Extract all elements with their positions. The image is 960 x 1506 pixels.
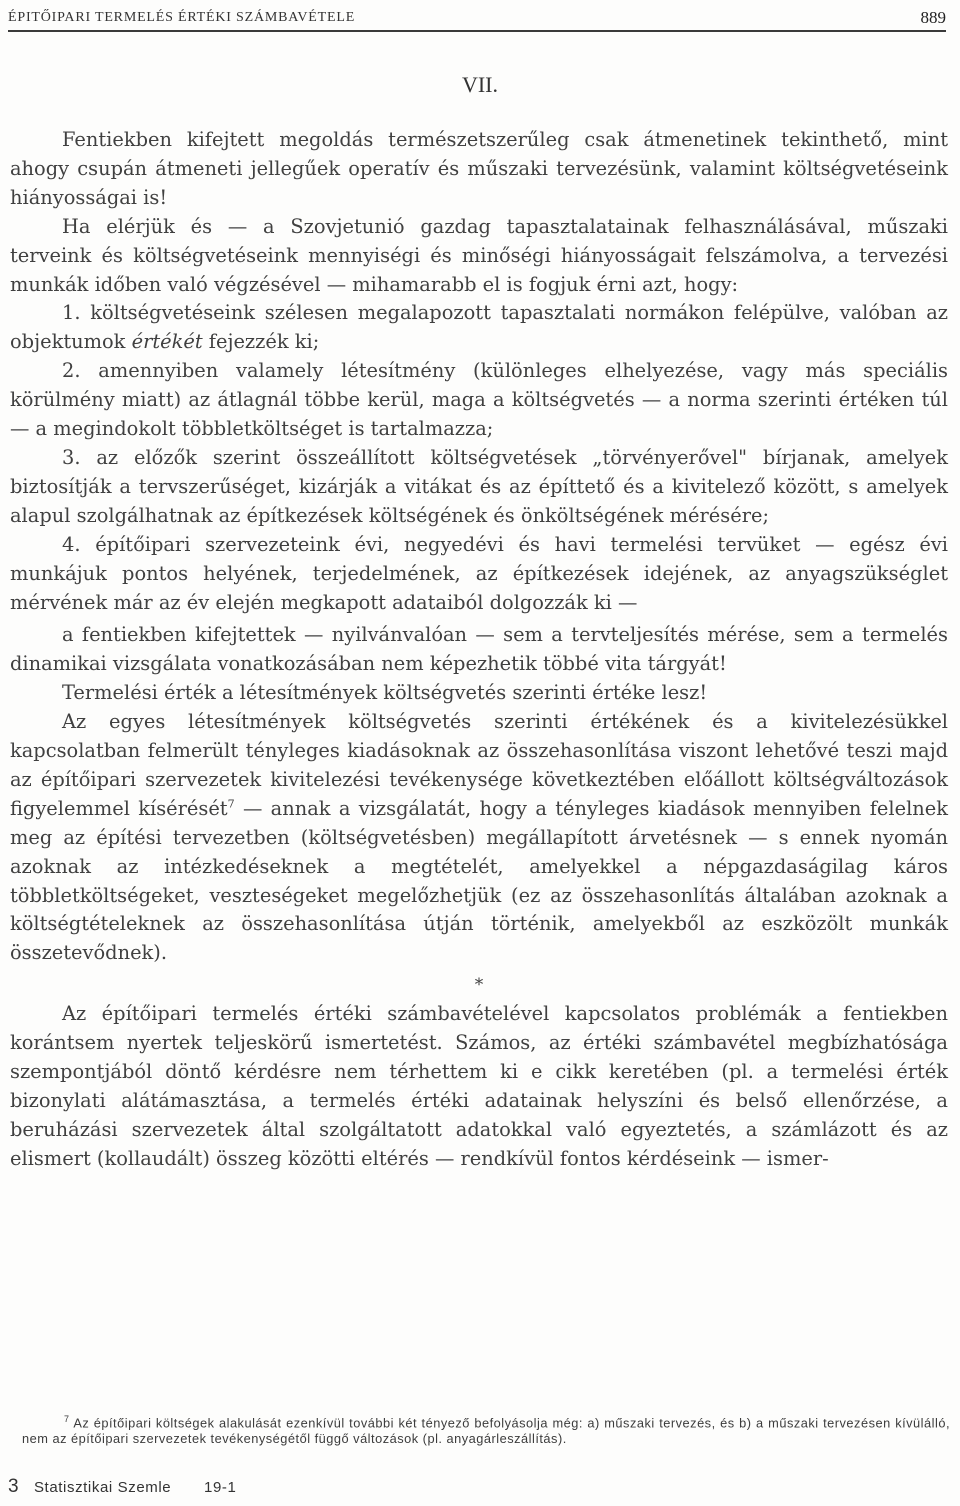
paragraph-intro: Fentiekben kifejtett megoldás természetszerűleg csak átmenetinek tekinthető, mint ahogy csupán átmeneti jellegűek operatív és műszaki tervezésünk, valamint költségvetéseink hiányosságai is! — [10, 128, 948, 209]
footnote-text: Az építőipari költségek alakulását ezenkívül további két tényező befolyásolja még: a) műszaki tervezés, és b) a műszaki tervezésen kívülálló, nem az építőipari szervezetek tevékenységétől függő változások (pl. anyagárleszállítás). — [22, 1415, 950, 1447]
footnote — [22, 1411, 950, 1448]
list-item-number: 2. — [62, 359, 81, 383]
footnote-reference: 7 — [227, 797, 235, 811]
list-item-text: amennyiben valamely létesítmény (különleges elhelyezése, vagy más speciális körülmény miatt) az átlagnál többe kerül, maga a költségvetés — a norma szerinti értéken túl — a megindokolt többletköltséget is tartalmazza; — [10, 359, 948, 441]
section-heading: VII. — [461, 72, 499, 97]
running-title: ÉPITŐIPARI TERMELÉS ÉRTÉKI SZÁMBAVÉTELE — [8, 10, 356, 25]
footnote-mark: 7 — [64, 1414, 70, 1424]
section-separator: * — [474, 975, 484, 996]
paragraph-thesis: Termelési érték a létesítmények költségvetés szerinti értéke lesz! — [62, 681, 708, 705]
sheet-code: 19-1 — [204, 1479, 237, 1496]
journal-name: Statisztikai Szemle — [33, 1479, 172, 1496]
list-item-2 — [10, 357, 948, 444]
paragraph-text: Az egyes létesítmények költségvetés szerinti értékének és a kivitelezésükkel kapcsolatban felmerült tényleges kiadásoknak az összehasonlítása viszont lehetővé teszi majd az építőipari szervezetek kivitelezési tevékenysége következtében előállott költségváltozások figyelemmel kísérését — [10, 710, 948, 820]
list-item-number: 1. — [62, 301, 81, 325]
list-item-4 — [10, 531, 948, 618]
paragraph-text: — annak a vizsgálatát, hogy a tényleges kiadások mennyiben felelnek meg az építési tervezetben (költségvetésben) megállapított árvetésnek — s ennek nyomán azoknak az intézkedéseknek a megtételét, amelyekkel a népgazdaságilag káros többletköltségeket, veszteségeket megelőzhetjük (ez az összehasonlítás általában azoknak a költségtételeknek az összehasonlítása útján történik, amelyekből az eszközölt munkák összetevődnek). — [10, 796, 948, 965]
paragraph-conclusion: a fentiekben kifejtettek — nyilvánvalóan — sem a tervteljesítés mérése, sem a termelés dinamikai vizsgálata vonatkozásában nem képezhetik többé vita tárgyát! — [10, 623, 948, 676]
footnote-divider — [10, 1400, 190, 1401]
list-item-1 — [10, 299, 948, 357]
emphasized-word: értékét — [131, 330, 203, 354]
list-item-text: az előzők szerint összeállított költségvetések „törvényerővel" bírjanak, amelyek biztosítják a tervszerűséget, kizárják a vitákat és az építtető és a kivitelező között, s amelyek alapul szolgálhatnak az építkezések költségének és önköltségének mérésére; — [10, 445, 948, 527]
list-item-text: építőipari szervezeteink évi, negyedévi és havi termelési tervüket — egész évi munkájuk pontos helyének, terjedelmének, az építkezések idejének, az anyagszükséglet mérvének már az év elején megkapott adataiból dolgozzák ki — — [10, 532, 948, 614]
body-text — [10, 126, 948, 1174]
list-item-text: fejezzék ki; — [208, 330, 320, 354]
paragraph-closing: Az építőipari termelés értéki számbavételével kapcsolatos problémák a fentiekben korántsem nyertek teljeskörű ismertetést. Számos, az értéki számbavétel megbízhatósága szempontjából döntő kérdésre nem térhettem ki e cikk keretében (pl. a termelési érték bizonylati alátámasztása, a termelés értéki adatainak helyszíni és belső ellenőrzése, a beruházási szervezetek által szolgáltatott adatokkal való egyeztetés, a számlázott és az elismert (kollaudált) összeg közötti eltérés — rendkívül fontos kérdéseink — ismer- — [10, 1002, 948, 1170]
paragraph-conditions: Ha elérjük és — a Szovjetunió gazdag tapasztalatainak felhasználásával, műszaki terveink és költségvetéseink mennyiségi és minőségi hiányosságait felszámolva, a tervezési munkák időben való végzésével — mihamarabb el is fogjuk érni azt, hogy: — [10, 214, 948, 296]
paragraph-comparison — [10, 708, 948, 968]
list-item-number: 3. — [62, 445, 81, 469]
list-item-3 — [10, 444, 948, 531]
page-number: 889 — [920, 8, 946, 27]
list-item-text: költségvetéseink szélesen megalapozott tapasztalati normákon felépülve, valóban az objektumok — [10, 301, 948, 354]
signature-number: 3 — [8, 1476, 20, 1497]
running-header — [8, 8, 946, 32]
page-footer — [8, 1476, 236, 1498]
list-item-number: 4. — [62, 532, 81, 556]
